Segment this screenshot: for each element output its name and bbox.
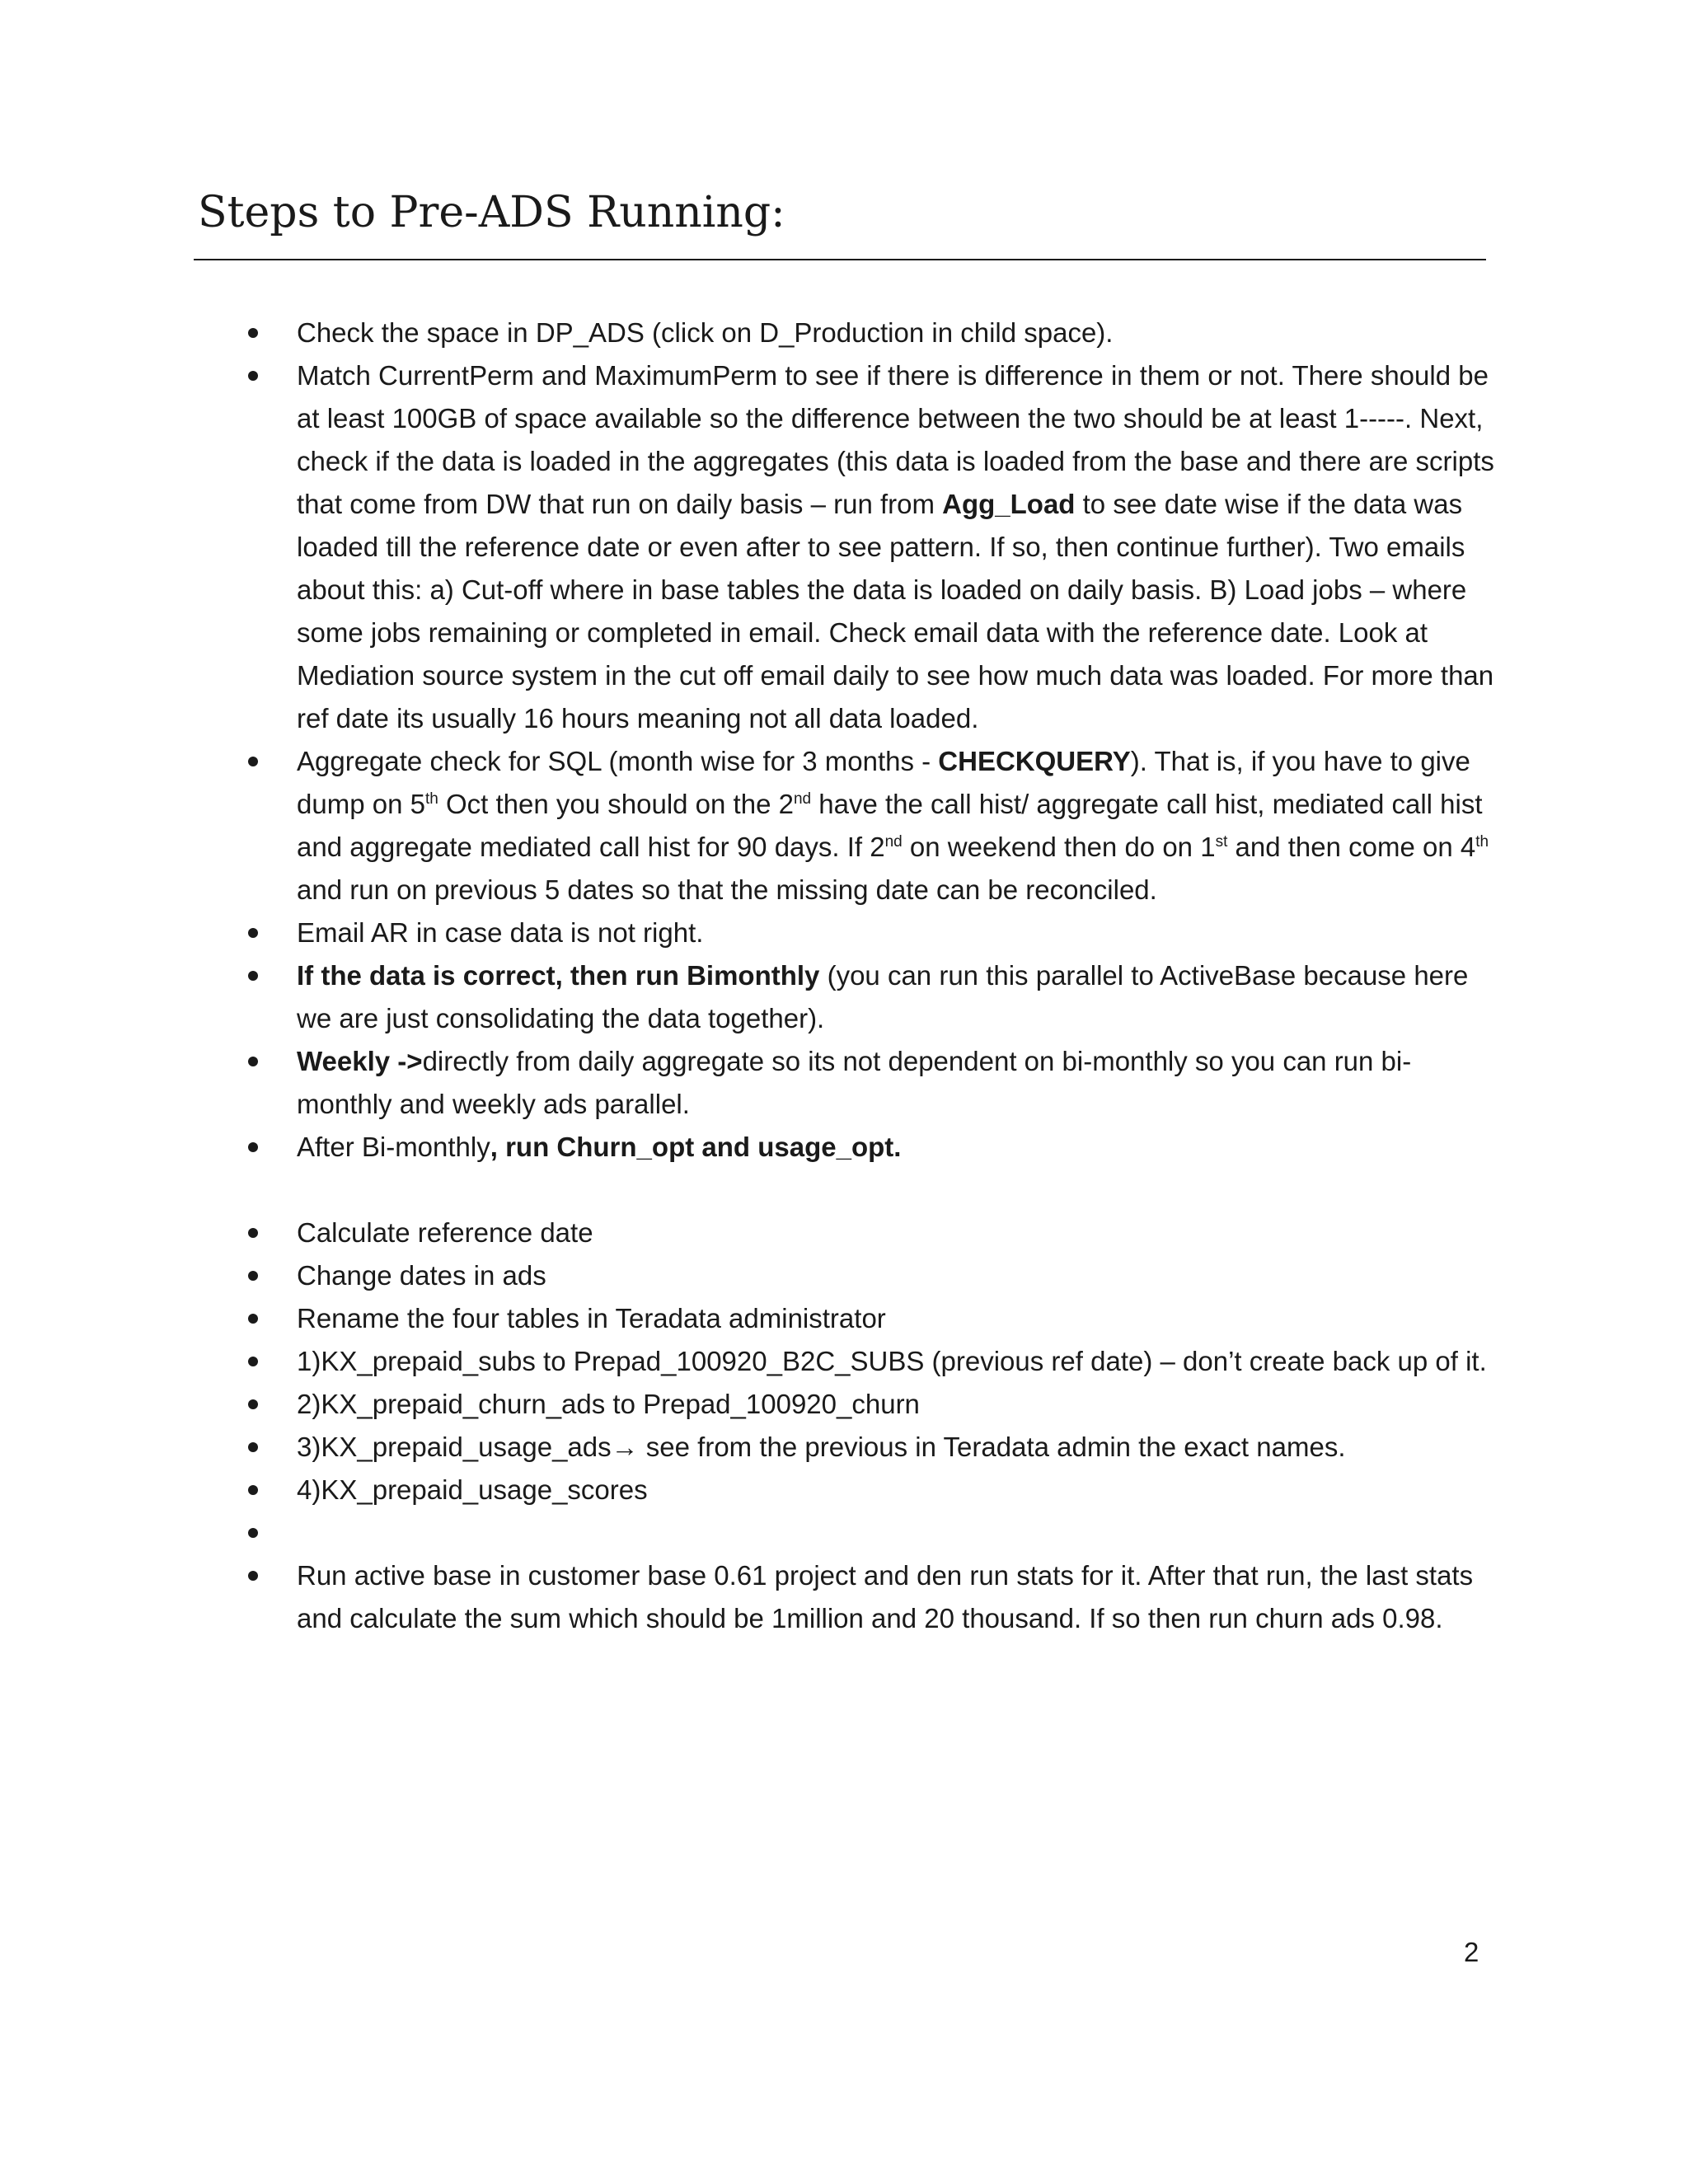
bullet-icon (248, 1271, 258, 1281)
item-text: Match CurrentPerm and MaximumPerm to see if there is difference in them or not. There should be at least 100GB of space available so the difference between the two should be at least 1-----. Next, check if the data is loaded in the aggregates (this data is loaded from the base and there are scripts that come from DW that run on daily basis – run from Agg_Load to see date wise if the data was loaded till the reference date or even after to see pattern. If so, then continue further). Two emails about this: a) Cut-off where in base tables the data is loaded on daily basis. B) Load jobs – where some jobs remaining or completed in email. Check email data with the reference date. Look at Mediation source system in the cut off email daily to see how much data was loaded. For more than ref date its usually 16 hours meaning not all data loaded. (297, 360, 1494, 733)
list-item-empty (239, 1511, 1500, 1554)
list-item (239, 354, 1500, 740)
ordinal-suffix: st (1215, 833, 1228, 851)
list-item (239, 1212, 1500, 1254)
item-text (297, 1517, 304, 1548)
steps-list (239, 312, 1500, 1640)
item-text: Check the space in DP_ADS (click on D_Production in child space). (297, 317, 1114, 348)
item-text: Run active base in customer base 0.61 project and den run stats for it. After that run, the last stats and calculate the sum which should be 1million and 20 thousand. If so then run churn ads 0.98. (297, 1560, 1474, 1633)
bold-term: Agg_Load (942, 489, 1076, 519)
bold-term: CHECKQUERY (938, 746, 1131, 776)
title-underline (194, 259, 1486, 260)
list-item (239, 1426, 1500, 1469)
item-text: Rename the four tables in Teradata administrator (297, 1303, 886, 1333)
bullet-icon (248, 971, 258, 981)
list-item (239, 954, 1500, 1040)
bullet-icon (248, 1528, 258, 1538)
list-spacer (239, 1169, 1500, 1212)
bullet-icon (248, 1228, 258, 1238)
bullet-icon (248, 1485, 258, 1495)
bullet-icon (248, 757, 258, 766)
item-text: Weekly ->directly from daily aggregate so its not dependent on bi-monthly so you can run bi-monthly and weekly ads parallel. (297, 1046, 1412, 1119)
bullet-icon (248, 371, 258, 381)
list-item (239, 740, 1500, 912)
list-item (239, 1554, 1500, 1640)
bold-term: If the data is correct, then run Bimonthly (297, 960, 820, 991)
list-item (239, 912, 1500, 954)
ordinal-suffix: th (424, 790, 438, 808)
bold-term: Weekly -> (297, 1046, 423, 1076)
bullet-icon (248, 1442, 258, 1452)
ordinal-suffix: th (1475, 833, 1489, 851)
list-item (239, 1254, 1500, 1297)
list-item (239, 1340, 1500, 1383)
bold-term: , run Churn_opt and usage_opt. (490, 1132, 902, 1162)
bullet-icon (248, 1399, 258, 1409)
item-text: 1)KX_prepaid_subs to Prepad_100920_B2C_SUBS (previous ref date) – don’t create back up of it. (297, 1346, 1487, 1376)
ordinal-suffix: nd (793, 790, 812, 808)
item-text: After Bi-monthly, run Churn_opt and usage_opt. (297, 1132, 902, 1162)
item-text: Email AR in case data is not right. (297, 917, 704, 948)
ordinal-suffix: nd (884, 833, 903, 851)
item-text: Calculate reference date (297, 1217, 593, 1248)
bullet-icon (248, 928, 258, 938)
bullet-icon (248, 1314, 258, 1324)
bullet-icon (248, 1357, 258, 1366)
item-text: 2)KX_prepaid_churn_ads to Prepad_100920_churn (297, 1389, 920, 1419)
list-item (239, 1126, 1500, 1169)
bullet-icon (248, 1142, 258, 1152)
page-title: Steps to Pre-ADS Running: (198, 188, 785, 237)
list-item (239, 1383, 1500, 1426)
list-item (239, 1040, 1500, 1126)
item-text: 4)KX_prepaid_usage_scores (297, 1474, 648, 1505)
page-number: 2 (1464, 1937, 1479, 1967)
bullet-icon (248, 328, 258, 338)
list-item (239, 312, 1500, 354)
bullet-icon (248, 1571, 258, 1581)
item-text: Aggregate check for SQL (month wise for 3 months - CHECKQUERY). That is, if you have to give dump on 5th Oct then you should on the 2nd have the call hist/ aggregate call hist, mediated call hist and aggregate mediated call hist for 90 days. If 2nd on weekend then do on 1st and then come on 4th and run on previous 5 dates so that the missing date can be reconciled. (297, 746, 1489, 905)
item-text: 3)KX_prepaid_usage_ads→ see from the previous in Teradata admin the exact names. (297, 1432, 1346, 1462)
item-text: If the data is correct, then run Bimonthly (you can run this parallel to ActiveBase because here we are just consolidating the data together). (297, 960, 1469, 1033)
list-item (239, 1297, 1500, 1340)
item-text: Change dates in ads (297, 1260, 546, 1291)
bullet-icon (248, 1057, 258, 1066)
list-item (239, 1469, 1500, 1511)
